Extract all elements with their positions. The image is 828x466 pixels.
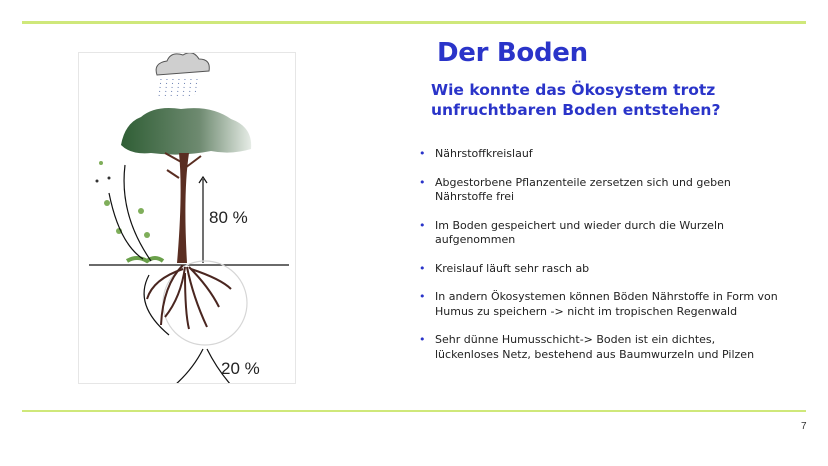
tree-diagram xyxy=(79,53,295,383)
bullet-item: • Im Boden gespeichert und wieder durch die Wurzeln aufgenommen xyxy=(419,218,724,246)
falling-leaves-icon xyxy=(96,161,151,238)
bullet-item: • Kreislauf läuft sehr rasch ab xyxy=(419,261,590,275)
label-20-percent: 20 % xyxy=(221,359,260,378)
tree-canopy-icon xyxy=(121,108,251,155)
page-number: 7 xyxy=(801,421,807,432)
bullet-item: • Nährstoffkreislauf xyxy=(419,147,533,160)
bottom-accent-rule xyxy=(22,410,806,412)
top-accent-rule xyxy=(22,21,806,24)
bullet-dot: • xyxy=(419,175,426,189)
bullet-dot: • xyxy=(419,290,426,303)
nutrient-cycle-figure xyxy=(78,52,296,384)
bullet-dot: • xyxy=(419,261,426,275)
bullet-list xyxy=(419,147,779,376)
bullet-item: • Sehr dünne Humusschicht-> Boden ist ein dichtes, lückenloses Netz, bestehend aus Baumwurzeln und Pilzen xyxy=(419,333,755,361)
bullet-dot: • xyxy=(419,218,426,232)
label-80-percent: 80 % xyxy=(209,208,248,227)
roots-icon xyxy=(147,265,231,329)
slide-subtitle: Wie konnte das Ökosystem trotz unfruchtbaren Boden entstehen? xyxy=(431,81,721,119)
bullet-dot: • xyxy=(419,147,426,160)
bullet-item: • Abgestorbene Pflanzenteile zersetzen sich und geben Nährstoffe frei xyxy=(419,175,731,203)
rain-cloud-icon xyxy=(156,53,209,99)
slide-title: Der Boden xyxy=(437,38,588,68)
tree-trunk-icon xyxy=(177,153,189,263)
bullet-item: • In andern Ökosystemen können Böden Nährstoffe in Form von Humus zu speichern -> nicht im tropischen Regenwald xyxy=(419,290,778,318)
bullet-dot: • xyxy=(419,333,426,346)
